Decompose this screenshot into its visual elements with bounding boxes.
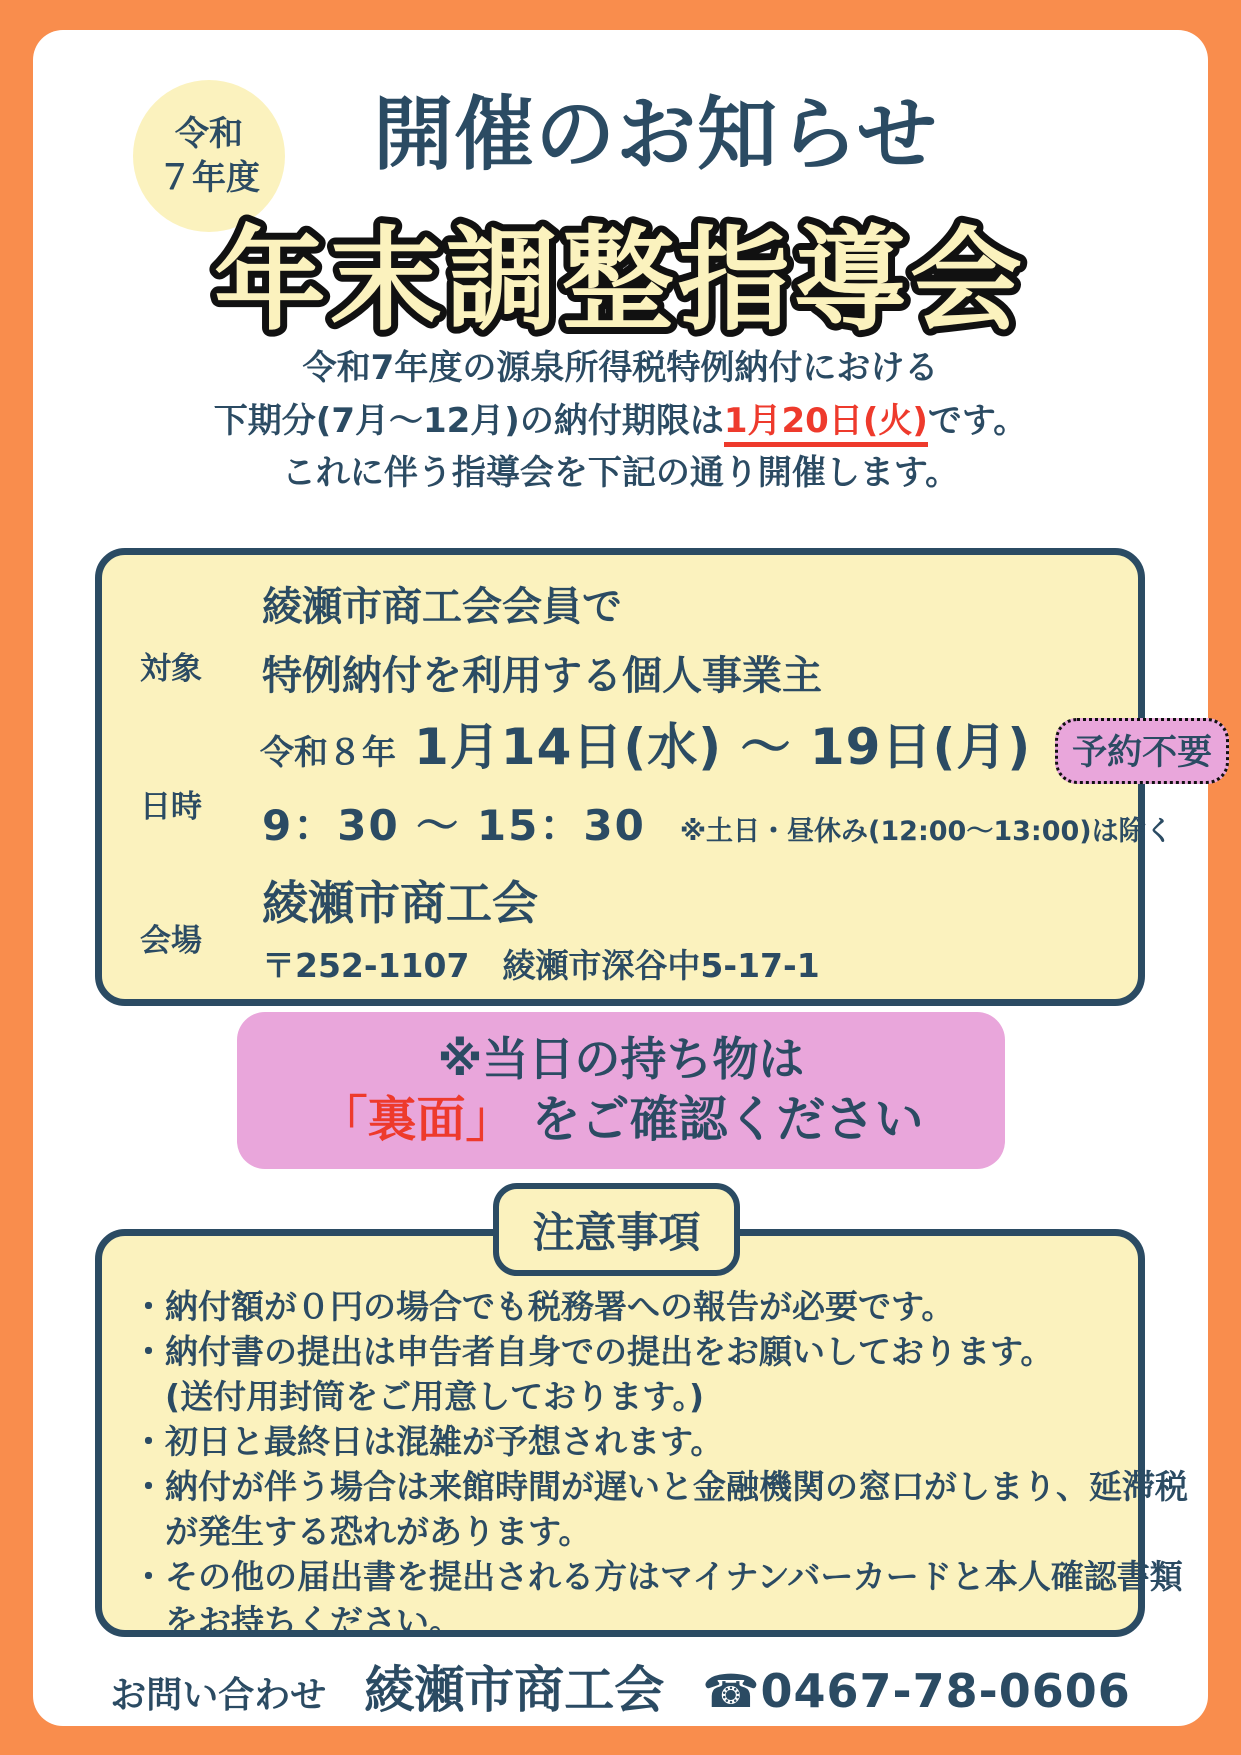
note-item-continuation: が発生する恐れがあります。	[165, 1512, 592, 1551]
banner-line-1: ※当日の持ち物は	[437, 1031, 805, 1086]
no-reservation-badge: 予約不要	[1055, 718, 1229, 784]
era-year: 令和８年	[260, 733, 396, 773]
main-title-art	[33, 193, 1208, 358]
note-item: ・その他の届出書を提出される方はマイナンバーカードと本人確認書類	[132, 1557, 1183, 1596]
hours-range: 9：30 ～ 15：30	[262, 801, 646, 850]
fiscal-year-line2: ７年度	[158, 158, 260, 198]
deadline-highlight: 1月20日(火)	[724, 401, 928, 447]
intro-line-1: 令和7年度の源泉所得税特例納付における	[302, 348, 939, 388]
intro-line-2	[33, 395, 1208, 448]
intro-paragraph	[33, 342, 1208, 500]
datetime-label: 日時	[140, 789, 202, 825]
intro-line2-pre: 下期分(7月～12月)の納付期限は	[213, 400, 724, 441]
page-title: 開催のお知らせ	[373, 88, 938, 181]
note-item: ・初日と最終日は混雑が予想されます。	[132, 1422, 724, 1461]
contact-label: お問い合わせ	[110, 1675, 327, 1716]
venue-label: 会場	[140, 923, 202, 959]
flyer-sheet	[33, 30, 1213, 1726]
banner-line-2	[318, 1089, 923, 1152]
note-item-continuation: (送付用封筒をご用意しております。)	[165, 1377, 705, 1416]
target-label: 対象	[140, 651, 202, 687]
target-line-1: 綾瀬市商工会会員で	[262, 584, 622, 630]
hours-note: ※土日・昼休み(12:00～13:00)は除く	[679, 816, 1173, 847]
datetime-hours-line	[262, 793, 1173, 853]
event-info-box	[95, 548, 1213, 1006]
intro-line-3: これに伴う指導会を下記の通り開催します。	[281, 453, 960, 494]
venue-name: 綾瀬市商工会	[262, 876, 538, 930]
target-content	[262, 573, 822, 711]
note-item: ・納付書の提出は申告者自身での提出をお願いしております。	[132, 1332, 1054, 1371]
target-line-2: 特例納付を利用する個人事業主	[262, 652, 822, 699]
bring-items-banner	[237, 1012, 1005, 1169]
notice-title: 注意事項	[493, 1183, 740, 1276]
notice-list	[132, 1284, 1188, 1644]
back-side-highlight: 「裏面」	[318, 1090, 515, 1148]
intro-line2-post: です。	[927, 400, 1028, 441]
datetime-dates-line	[260, 707, 1229, 784]
venue-address: 〒252-1107 綾瀬市深谷中5-17-1	[262, 946, 820, 985]
banner-line2-rest: をご確認ください	[514, 1090, 924, 1148]
phone-icon: ☎	[702, 1664, 761, 1718]
note-item-continuation: をお持ちください。	[165, 1602, 462, 1641]
phone	[702, 1664, 1131, 1718]
organization-name: 綾瀬市商工会	[364, 1661, 665, 1719]
footer-contact	[33, 1650, 1208, 1722]
note-item: ・納付額が０円の場合でも税務署への報告が必要です。	[132, 1287, 955, 1326]
phone-number: 0467-78-0606	[760, 1664, 1131, 1718]
main-title: 年末調整指導会	[214, 216, 1026, 346]
notice-box	[95, 1229, 1188, 1641]
note-item: ・納付が伴う場合は来館時間が遅いと金融機関の窓口がしまり、延滞税	[132, 1467, 1188, 1506]
fiscal-year-line1: 令和	[175, 113, 243, 154]
date-range: 1月14日(水) ～ 19日(月)	[414, 718, 1032, 776]
